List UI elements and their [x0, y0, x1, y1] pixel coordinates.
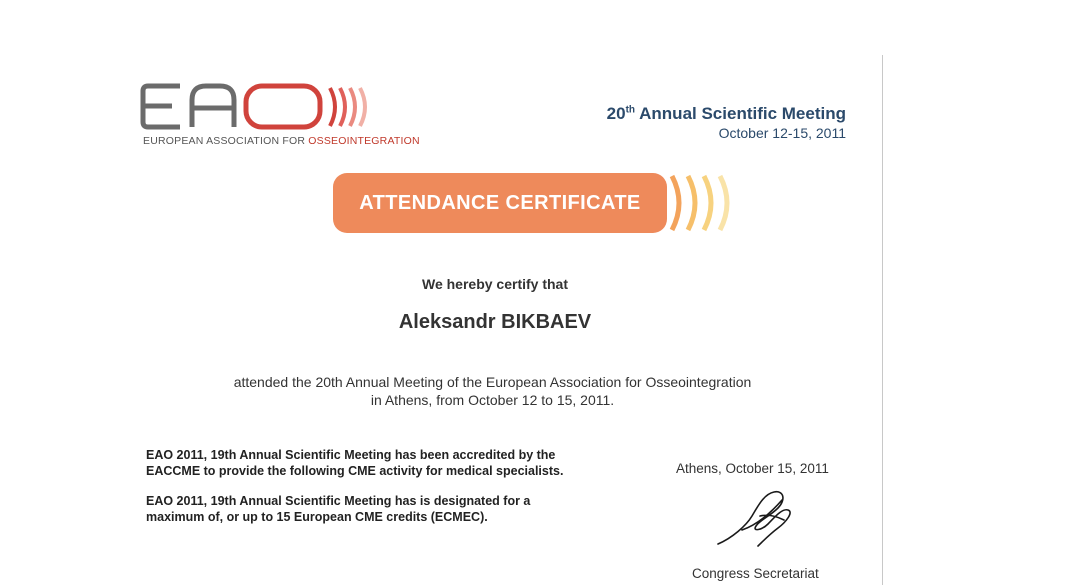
signatory-label: Congress Secretariat: [692, 566, 819, 581]
accreditation-2-line-1: EAO 2011, 19th Annual Scientific Meeting has is designated for a: [146, 494, 531, 508]
meeting-dates: October 12-15, 2011: [718, 125, 846, 141]
attendance-line-2: in Athens, from October 12 to 15, 2011.: [370, 392, 615, 408]
logo-subtitle-prefix: EUROPEAN ASSOCIATION FOR: [143, 135, 309, 147]
meeting-title-suffix: th: [625, 104, 636, 116]
accreditation-1-line-1: EAO 2011, 19th Annual Scientific Meeting has been accredited by the: [146, 448, 556, 462]
attendance-statement: [0, 373, 985, 409]
certify-text: We hereby certify that: [421, 276, 568, 292]
banner-label: ATTENDANCE CERTIFICATE: [359, 191, 641, 214]
meeting-header: [607, 104, 846, 141]
banner-arcs-icon: [668, 170, 738, 241]
certificate-banner: [333, 173, 667, 233]
accreditation-1-line-2: EACCME to provide the following CME activity for medical specialists.: [146, 464, 564, 478]
meeting-title: [607, 104, 846, 124]
accreditation-paragraph-1: [146, 447, 636, 479]
accreditation-paragraph-2: [146, 493, 636, 525]
meeting-title-number: 20: [606, 104, 626, 123]
eao-logo-mark: [140, 80, 380, 135]
recipient-name: Aleksandr BIKBAEV: [398, 311, 592, 333]
place-date: Athens, October 15, 2011: [676, 461, 829, 476]
logo-subtitle: [143, 135, 420, 147]
signature-image: [712, 486, 802, 561]
attendance-line-1: attended the 20th Annual Meeting of the European Association for Osseointegration: [233, 374, 752, 390]
meeting-title-text: Annual Scientific Meeting: [635, 104, 846, 123]
logo-subtitle-accent: OSSEOINTEGRATION: [308, 135, 420, 147]
accreditation-2-line-2: maximum of, or up to 15 European CME credits (ECMEC).: [146, 510, 488, 524]
